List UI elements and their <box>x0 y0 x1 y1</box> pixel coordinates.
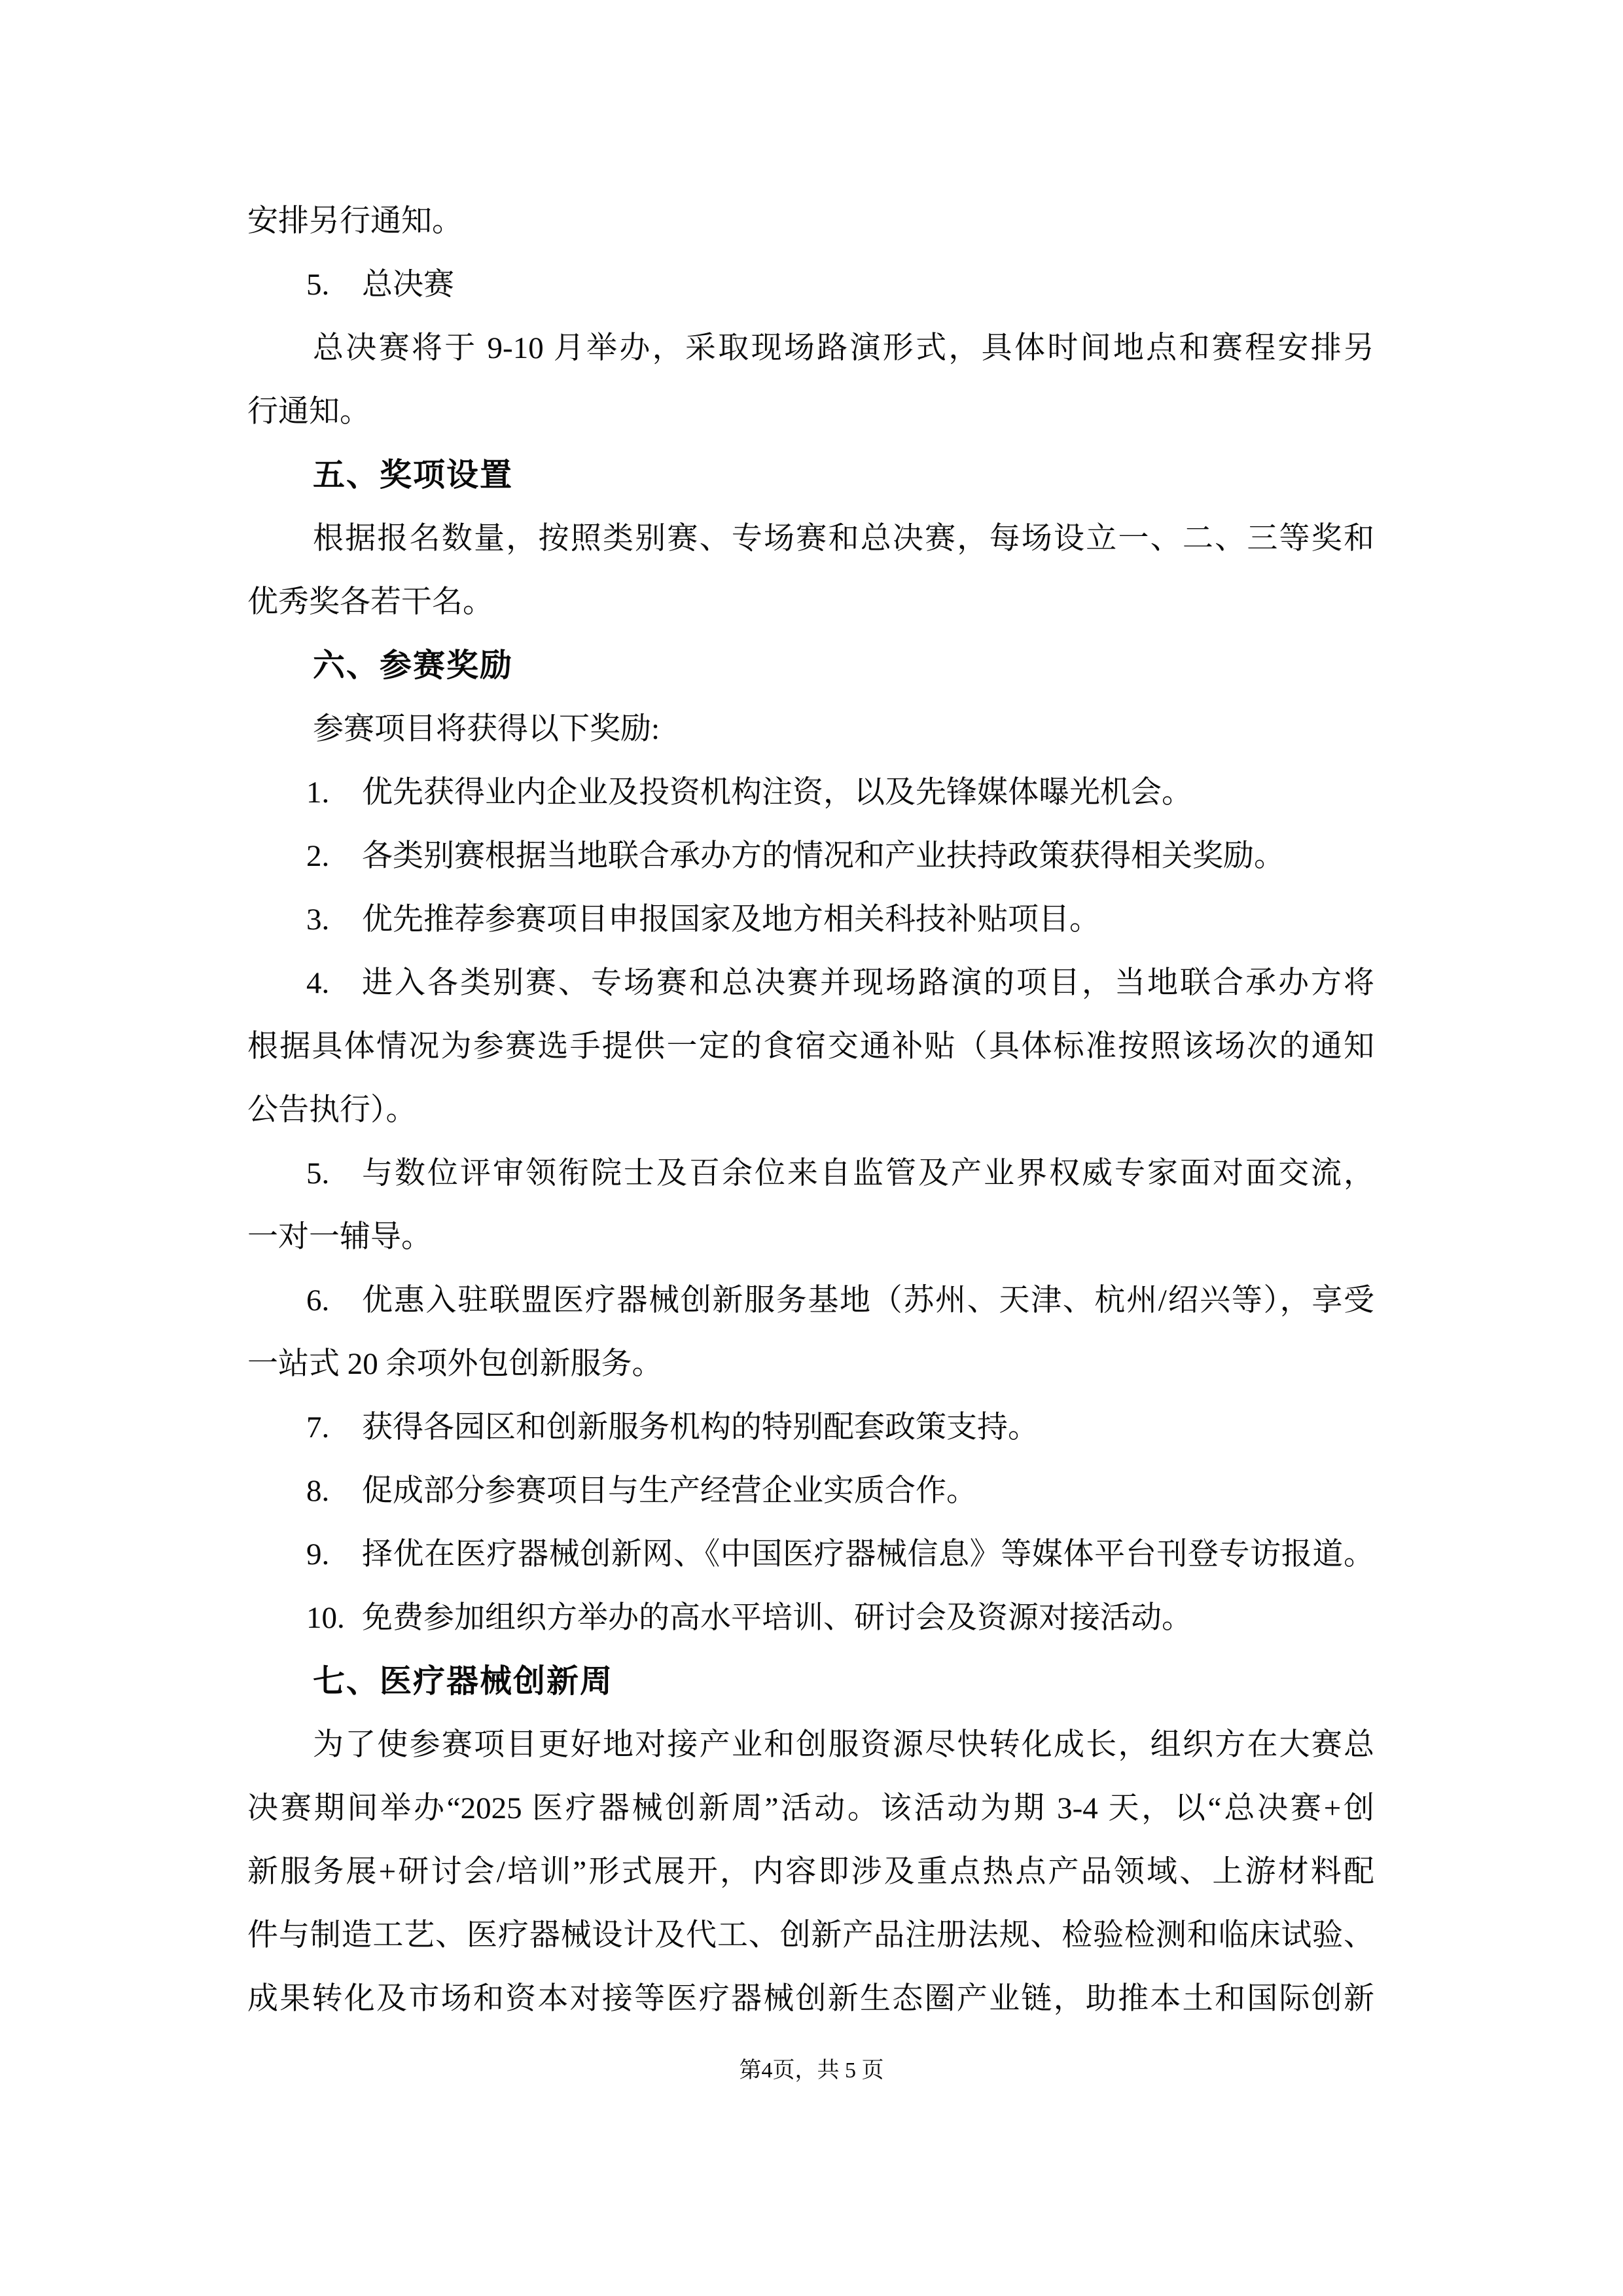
line-text: 根据报名数量，按照类别赛、专场赛和总决赛，每场设立一、二、三等奖和 <box>313 522 1374 556</box>
text-line <box>247 190 1374 253</box>
line-text: 一对一辅导。 <box>247 1220 432 1254</box>
line-text: 为了使参赛项目更好地对接产业和创服资源尽快转化成长，组织方在大赛总 <box>313 1728 1374 1762</box>
text-line <box>247 1079 1374 1142</box>
line-text: 优惠入驻联盟医疗器械创新服务基地（苏州、天津、杭州/绍兴等），享受 <box>362 1283 1374 1318</box>
line-text: 决赛期间举办“2025 医疗器械创新周”活动。该活动为期 3-4 天，以“总决赛+创 <box>247 1791 1374 1825</box>
text-line <box>247 952 1374 1015</box>
line-text: 优秀奖各若干名。 <box>247 585 493 619</box>
text-line <box>247 1269 1374 1333</box>
line-text: 安排另行通知。 <box>247 204 463 238</box>
list-number: 5. <box>306 268 330 302</box>
section-heading <box>247 1650 1374 1713</box>
line-text: 公告执行）。 <box>247 1093 417 1127</box>
text-line <box>247 317 1374 380</box>
text-line <box>247 1904 1374 1967</box>
text-line <box>247 1840 1374 1904</box>
line-text: 新服务展+研讨会/培训”形式展开，内容即涉及重点热点产品领域、上游材料配 <box>247 1855 1374 1889</box>
line-text: 免费参加组织方举办的高水平培训、研讨会及资源对接活动。 <box>362 1601 1192 1635</box>
text-line <box>247 1333 1374 1396</box>
text-line <box>247 1967 1374 2031</box>
list-number: 8. <box>306 1474 330 1508</box>
line-text: 七、医疗器械创新周 <box>313 1664 614 1699</box>
text-line <box>247 761 1374 825</box>
list-number: 1. <box>306 776 330 810</box>
line-text: 总决赛将于 9-10 月举办，采取现场路演形式，具体时间地点和赛程安排另 <box>313 331 1374 365</box>
text-line <box>247 1460 1374 1523</box>
text-line <box>247 507 1374 571</box>
list-number: 2. <box>306 839 330 873</box>
line-text: 总决赛 <box>362 268 454 302</box>
line-text: 件与制造工艺、医疗器械设计及代工、创新产品注册法规、检验检测和临床试验、 <box>247 1918 1374 1952</box>
line-text: 与数位评审领衔院士及百余位来自监管及产业界权威专家面对面交流， <box>362 1157 1374 1191</box>
text-line <box>247 825 1374 888</box>
text-line <box>247 1015 1374 1079</box>
line-text: 行通知。 <box>247 395 370 429</box>
line-text: 各类别赛根据当地联合承办方的情况和产业扶持政策获得相关奖励。 <box>362 839 1285 873</box>
text-line <box>247 888 1374 952</box>
list-number: 10. <box>306 1601 345 1635</box>
page-number-text: 第4页，共 5 页 <box>739 2058 884 2083</box>
section-heading <box>247 634 1374 698</box>
line-text: 成果转化及市场和资本对接等医疗器械创新生态圈产业链，助推本土和国际创新 <box>247 1982 1374 2016</box>
line-text: 促成部分参赛项目与生产经营企业实质合作。 <box>362 1474 977 1508</box>
list-number: 6. <box>306 1283 330 1318</box>
text-line <box>247 1206 1374 1269</box>
list-number: 4. <box>306 966 330 1000</box>
text-line <box>247 1142 1374 1206</box>
text-line <box>247 1777 1374 1840</box>
line-text: 六、参赛奖励 <box>313 648 514 683</box>
line-text: 根据具体情况为参赛选手提供一定的食宿交通补贴（具体标准按照该场次的通知 <box>247 1030 1374 1064</box>
text-line <box>247 698 1374 761</box>
text-line <box>247 1523 1374 1587</box>
line-text: 优先获得业内企业及投资机构注资，以及先锋媒体曝光机会。 <box>362 776 1192 810</box>
page-footer <box>0 2055 1623 2087</box>
list-number: 3. <box>306 903 330 937</box>
document-body <box>247 190 1374 2031</box>
line-text: 参赛项目将获得以下奖励: <box>313 712 660 746</box>
list-number: 9. <box>306 1537 330 1571</box>
line-text: 择优在医疗器械创新网、《中国医疗器械信息》等媒体平台刊登专访报道。 <box>362 1537 1374 1571</box>
line-text: 进入各类别赛、专场赛和总决赛并现场路演的项目，当地联合承办方将 <box>362 966 1374 1000</box>
text-line <box>247 253 1374 317</box>
list-number: 7. <box>306 1410 330 1444</box>
list-number: 5. <box>306 1157 330 1191</box>
text-line <box>247 1396 1374 1460</box>
section-heading <box>247 444 1374 507</box>
line-text: 优先推荐参赛项目申报国家及地方相关科技补贴项目。 <box>362 903 1100 937</box>
line-text: 五、奖项设置 <box>313 457 514 493</box>
text-line <box>247 1713 1374 1777</box>
text-line <box>247 380 1374 444</box>
text-line <box>247 571 1374 634</box>
line-text: 一站式 20 余项外包创新服务。 <box>247 1347 663 1381</box>
line-text: 获得各园区和创新服务机构的特别配套政策支持。 <box>362 1410 1039 1444</box>
text-line <box>247 1587 1374 1650</box>
